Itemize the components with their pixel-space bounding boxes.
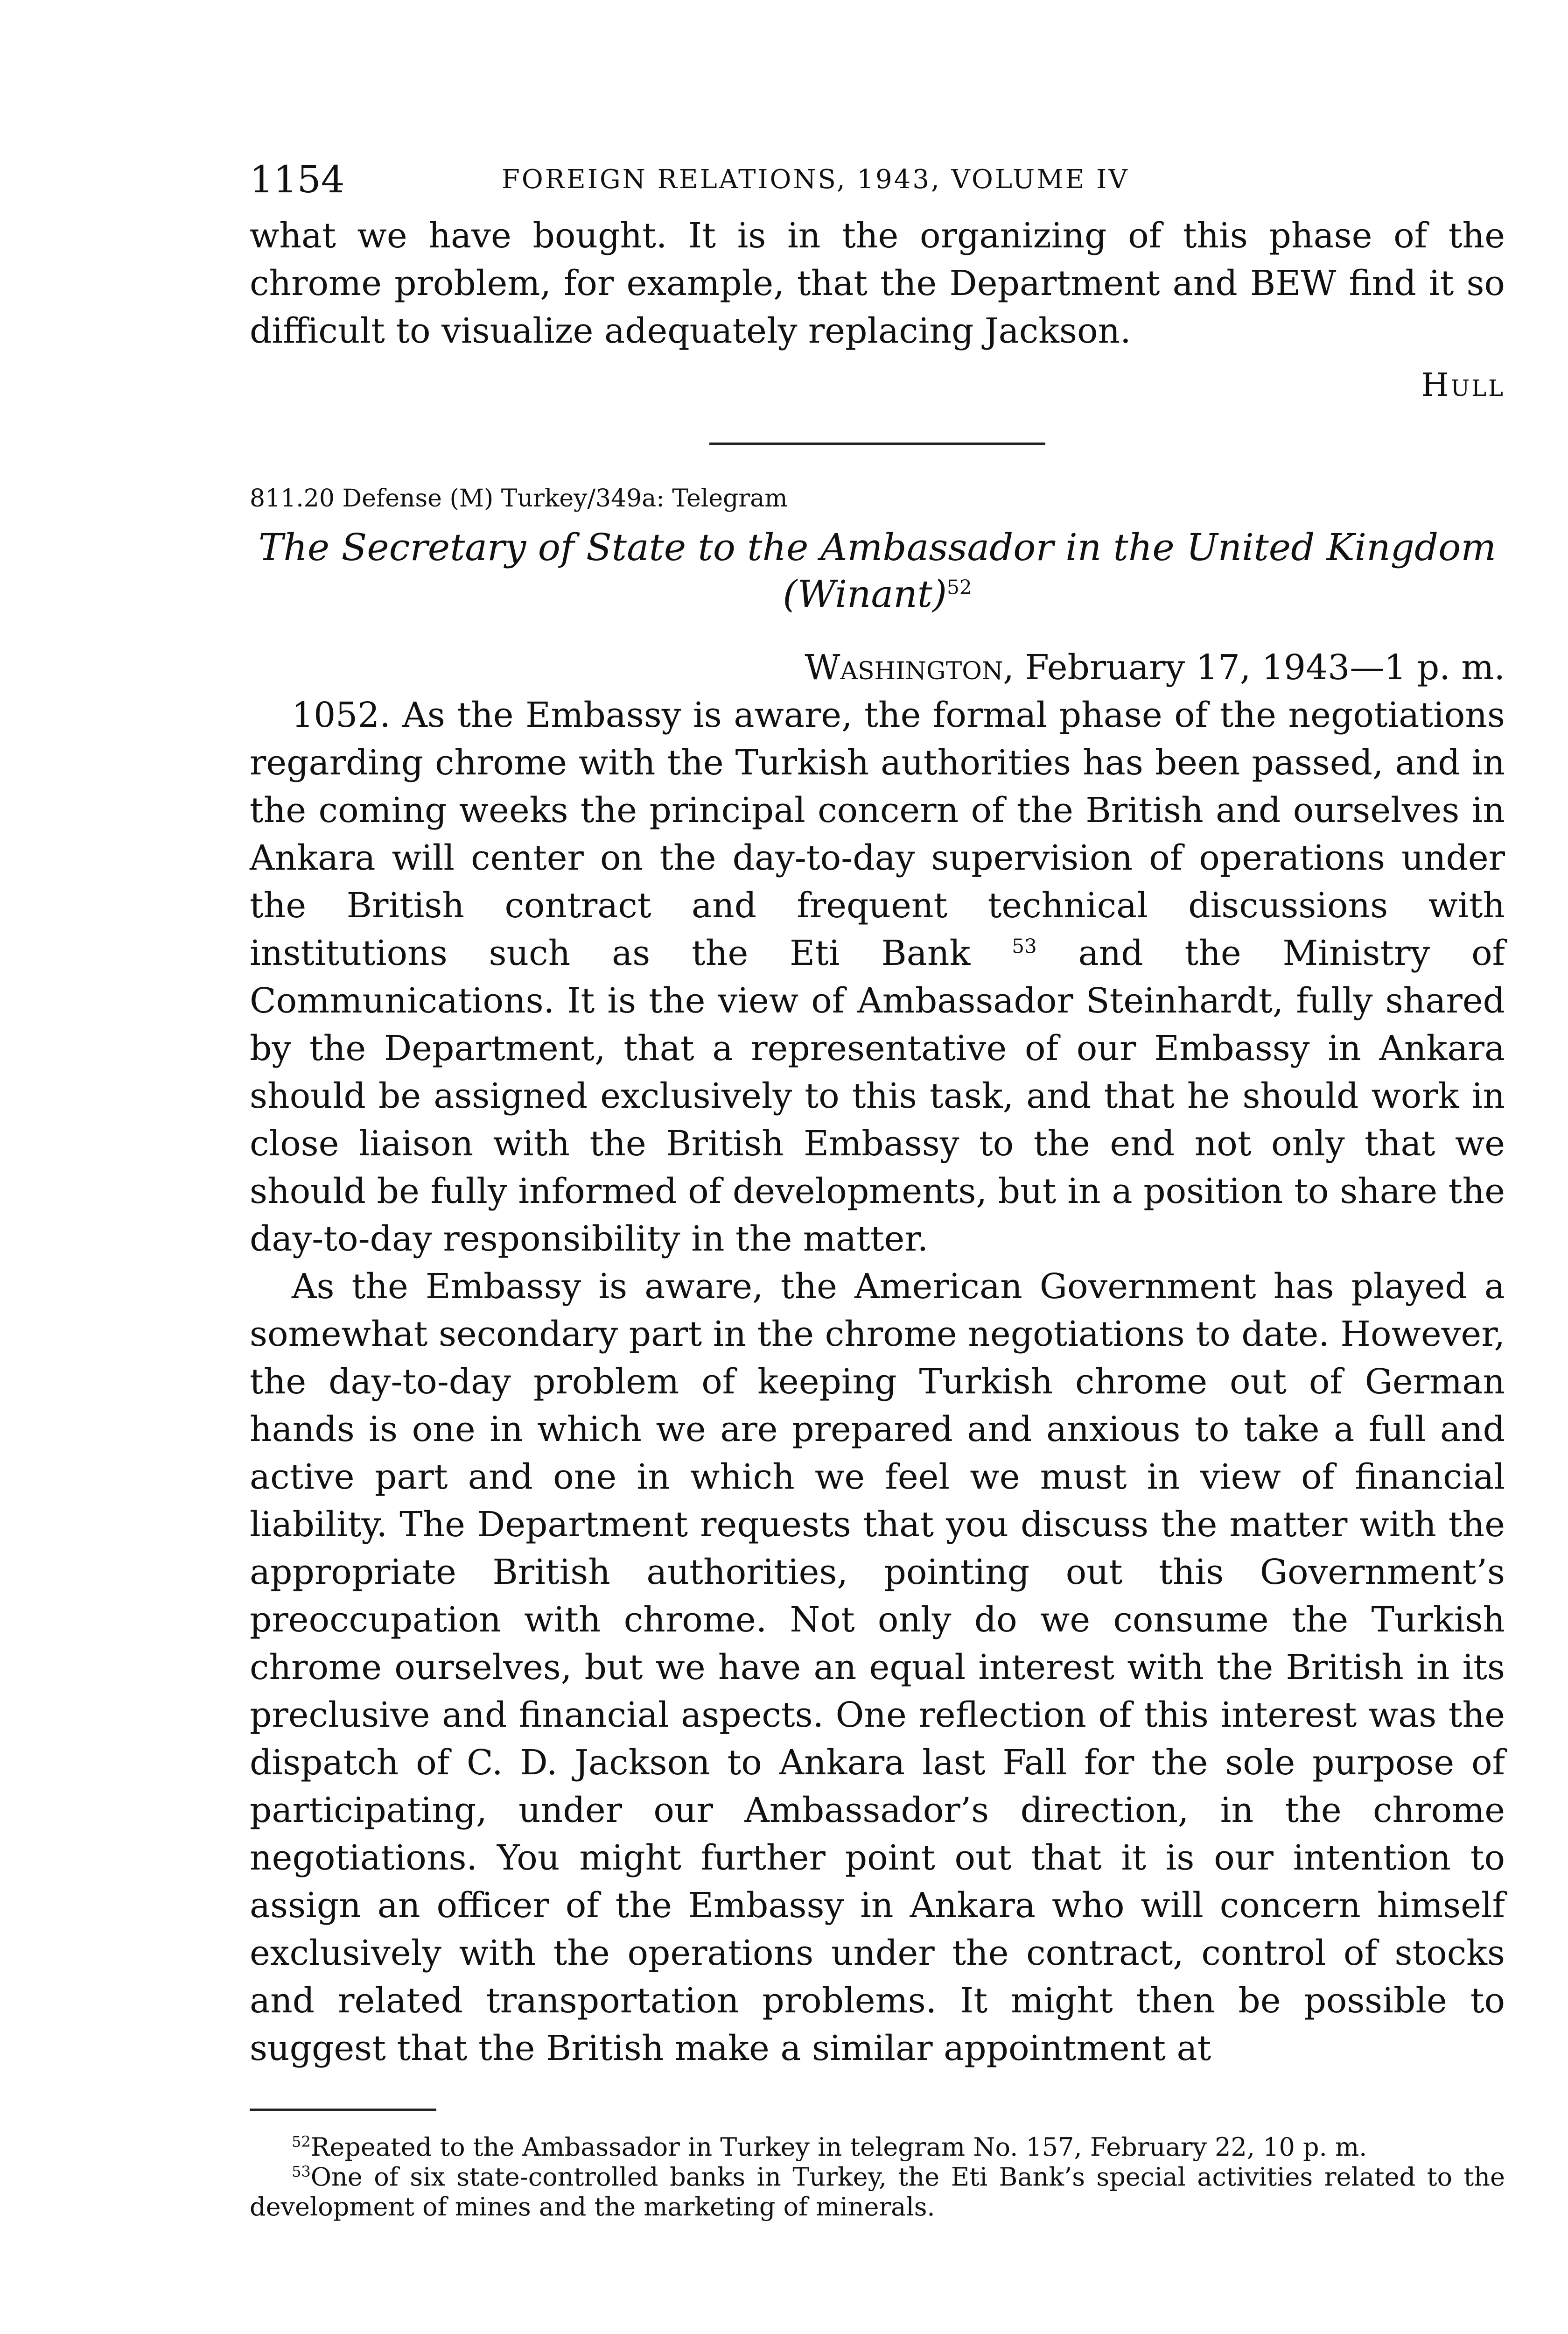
continuation-paragraph: what we have bought. It is in the organizing of this phase of the chrome problem, for example, that the Department and BEW find it so difficult to visualize adequately replacing Jackson. <box>250 216 1505 351</box>
footnote-ref-52: 52 <box>947 576 972 599</box>
signature: Hull <box>1421 367 1505 404</box>
page-number: 1154 <box>250 158 345 201</box>
footnote-52 <box>250 2132 1505 2162</box>
footnote-52-text: Repeated to the Ambassador in Turkey in telegram No. 157, February 22, 10 p. m. <box>310 2132 1367 2162</box>
running-header <box>250 154 1505 205</box>
page-content <box>250 154 1505 2222</box>
footnote-53-text: One of six state-controlled banks in Turkey, the Eti Bank’s special activities related to the development of mines and the marketing of minerals. <box>250 2162 1505 2222</box>
document-title-line1: The Secretary of State to the Ambassador in the United Kingdom <box>258 526 1497 569</box>
footnote-ref-53: 53 <box>1012 935 1037 958</box>
document-title <box>250 524 1505 618</box>
file-reference: 811.20 Defense (M) Turkey/349a: Telegram <box>250 485 788 513</box>
paragraph-1 <box>250 691 1505 1263</box>
dateline <box>250 644 1505 691</box>
paragraph-2: As the Embassy is aware, the American Government has played a somewhat secondary part in the chrome negotiations to date. However, the day-to-day problem of keeping Turkish chrome out of German hands is one in which we are prepared and anxious to take a full and active part and one in which we feel we must in view of financial liability. The Department requests that you discuss the matter with the appropriate British authorities, pointing out this Government’s preoccupation with chrome. Not only do we consume the Turkish chrome ourselves, but we have an equal interest with the British in its preclusive and financial aspects. One reflection of this interest was the dispatch of C. D. Jackson to Ankara last Fall for the sole purpose of participating, under our Ambassador’s direction, in the chrome negotiations. You might further point out that it is our intention to assign an officer of the Embassy in Ankara who will concern himself exclusively with the operations under the contract, control of stocks and related transportation problems. It might then be possible to suggest that the British make a similar appointment at <box>250 1266 1505 2068</box>
dateline-place: Washington, <box>805 647 1014 688</box>
document-title-line2: (Winant) <box>783 572 947 616</box>
dateline-date: February 17, 1943—1 p. m. <box>1025 647 1505 688</box>
footnote-53 <box>250 2162 1505 2222</box>
running-title: FOREIGN RELATIONS, 1943, VOLUME IV <box>502 164 1129 195</box>
footnote-52-number: 52 <box>292 2133 311 2151</box>
paragraph-1-part2: and the Ministry of Communications. It is the view of Ambassador Steinhardt, fully shared by the Department, that a representative of our Embassy in Ankara should be assigned exclusively to this task, and that he should work in close liaison with the British Embassy to the end not only that we should be fully informed of developments, but in a position to share the day-to-day responsibility in the matter. <box>250 933 1505 1259</box>
footnote-53-number: 53 <box>292 2163 311 2180</box>
section-divider <box>709 443 1045 445</box>
footnote-divider <box>250 2109 436 2111</box>
paragraph-1-part1: 1052. As the Embassy is aware, the formal phase of the negotiations regarding chrome with the Turkish authorities has been passed, and in the coming weeks the principal concern of the British and ourselves in Ankara will center on the day-to-day supervision of operations under the British contract and frequent technical discussions with institutions such as the Eti Bank <box>250 695 1505 973</box>
